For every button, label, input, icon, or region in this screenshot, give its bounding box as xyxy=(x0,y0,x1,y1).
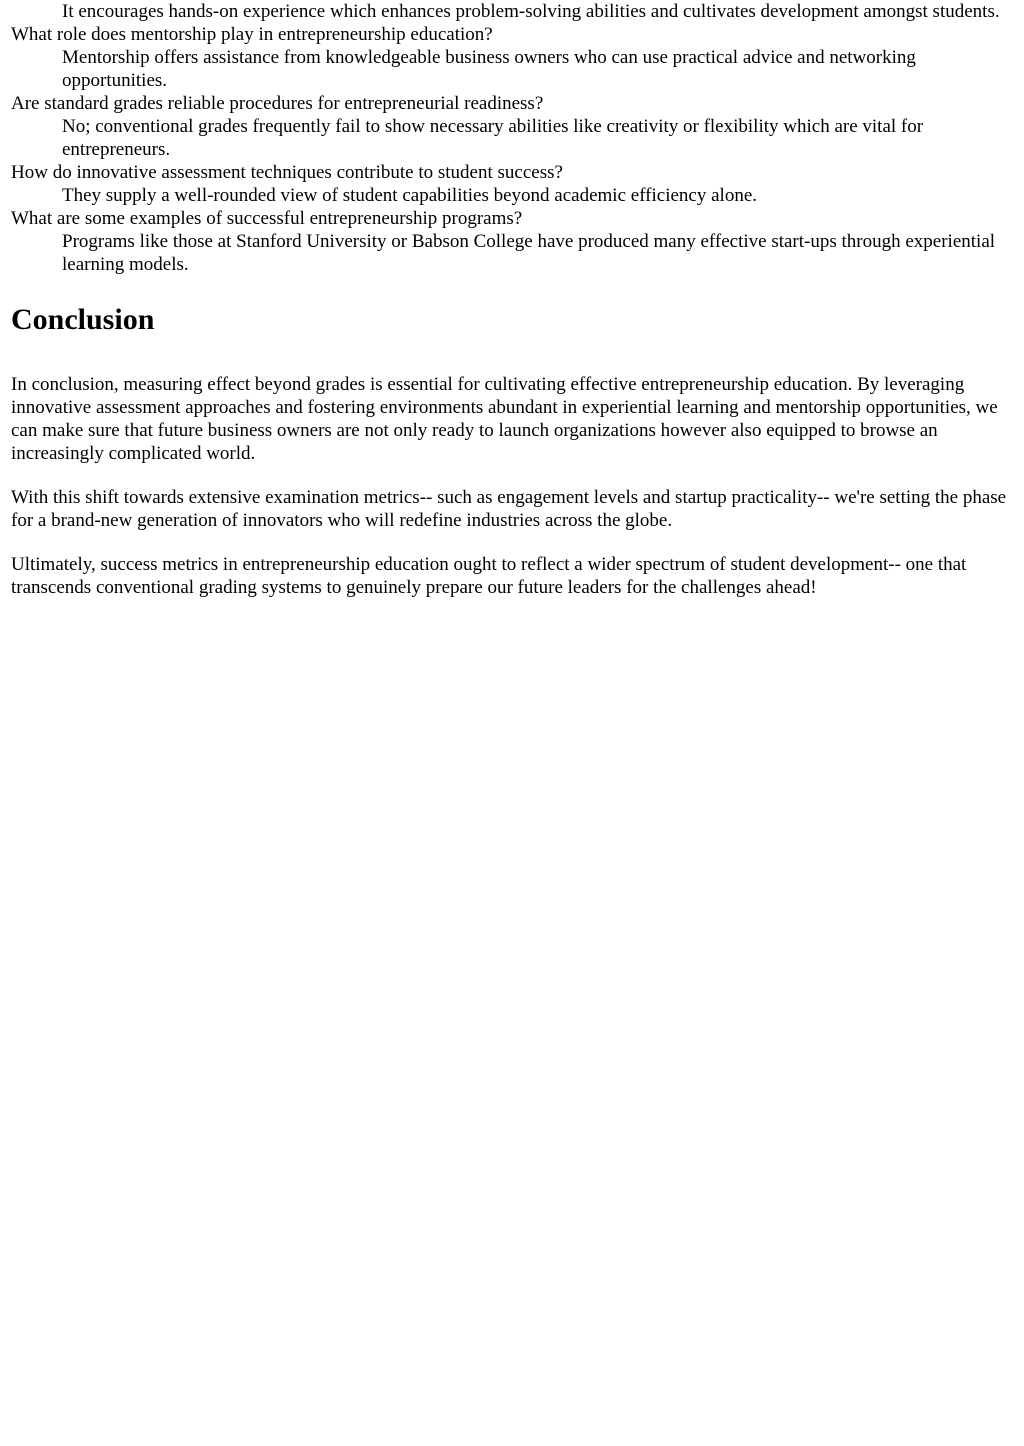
faq-list xyxy=(11,0,1014,276)
faq-question: How do innovative assessment techniques contribute to student success? xyxy=(11,162,563,183)
faq-answer: Programs like those at Stanford University or Babson College have produced many effective start-ups through experiential learning models. xyxy=(62,231,996,275)
faq-answer: No; conventional grades frequently fail to show necessary abilities like creativity or flexibility which are vital for entrepreneurs. xyxy=(62,116,924,160)
faq-question: Are standard grades reliable procedures for entrepreneurial readiness? xyxy=(11,93,544,114)
conclusion-heading: Conclusion xyxy=(11,303,155,336)
faq-answer: They supply a well-rounded view of student capabilities beyond academic efficiency alone. xyxy=(62,185,758,206)
conclusion-paragraph: In conclusion, measuring effect beyond grades is essential for cultivating effective entrepreneurship education. By leveraging innovative assessment approaches and fostering environments abundant in experiential learning and mentorship opportunities, we can make sure that future business owners are not only ready to launch organizations however also equipped to browse an increasingly complicated world. xyxy=(11,374,998,464)
faq-question: What are some examples of successful entrepreneurship programs? xyxy=(11,208,523,229)
faq-answer: It encourages hands-on experience which enhances problem-solving abilities and cultivates development amongst students. xyxy=(62,1,1000,22)
faq-answer: Mentorship offers assistance from knowledgeable business owners who can use practical advice and networking opportunities. xyxy=(62,47,916,91)
conclusion-paragraph: Ultimately, success metrics in entrepreneurship education ought to reflect a wider spectrum of student development-- one that transcends conventional grading systems to genuinely prepare our future leaders for the challenges ahead! xyxy=(11,554,967,598)
conclusion-section xyxy=(11,303,1014,599)
article-page xyxy=(0,0,1024,599)
faq-question: What role does mentorship play in entrepreneurship education? xyxy=(11,24,493,45)
conclusion-paragraph: With this shift towards extensive examination metrics-- such as engagement levels and startup practicality-- we're setting the phase for a brand-new generation of innovators who will redefine industries across the globe. xyxy=(11,487,1007,531)
